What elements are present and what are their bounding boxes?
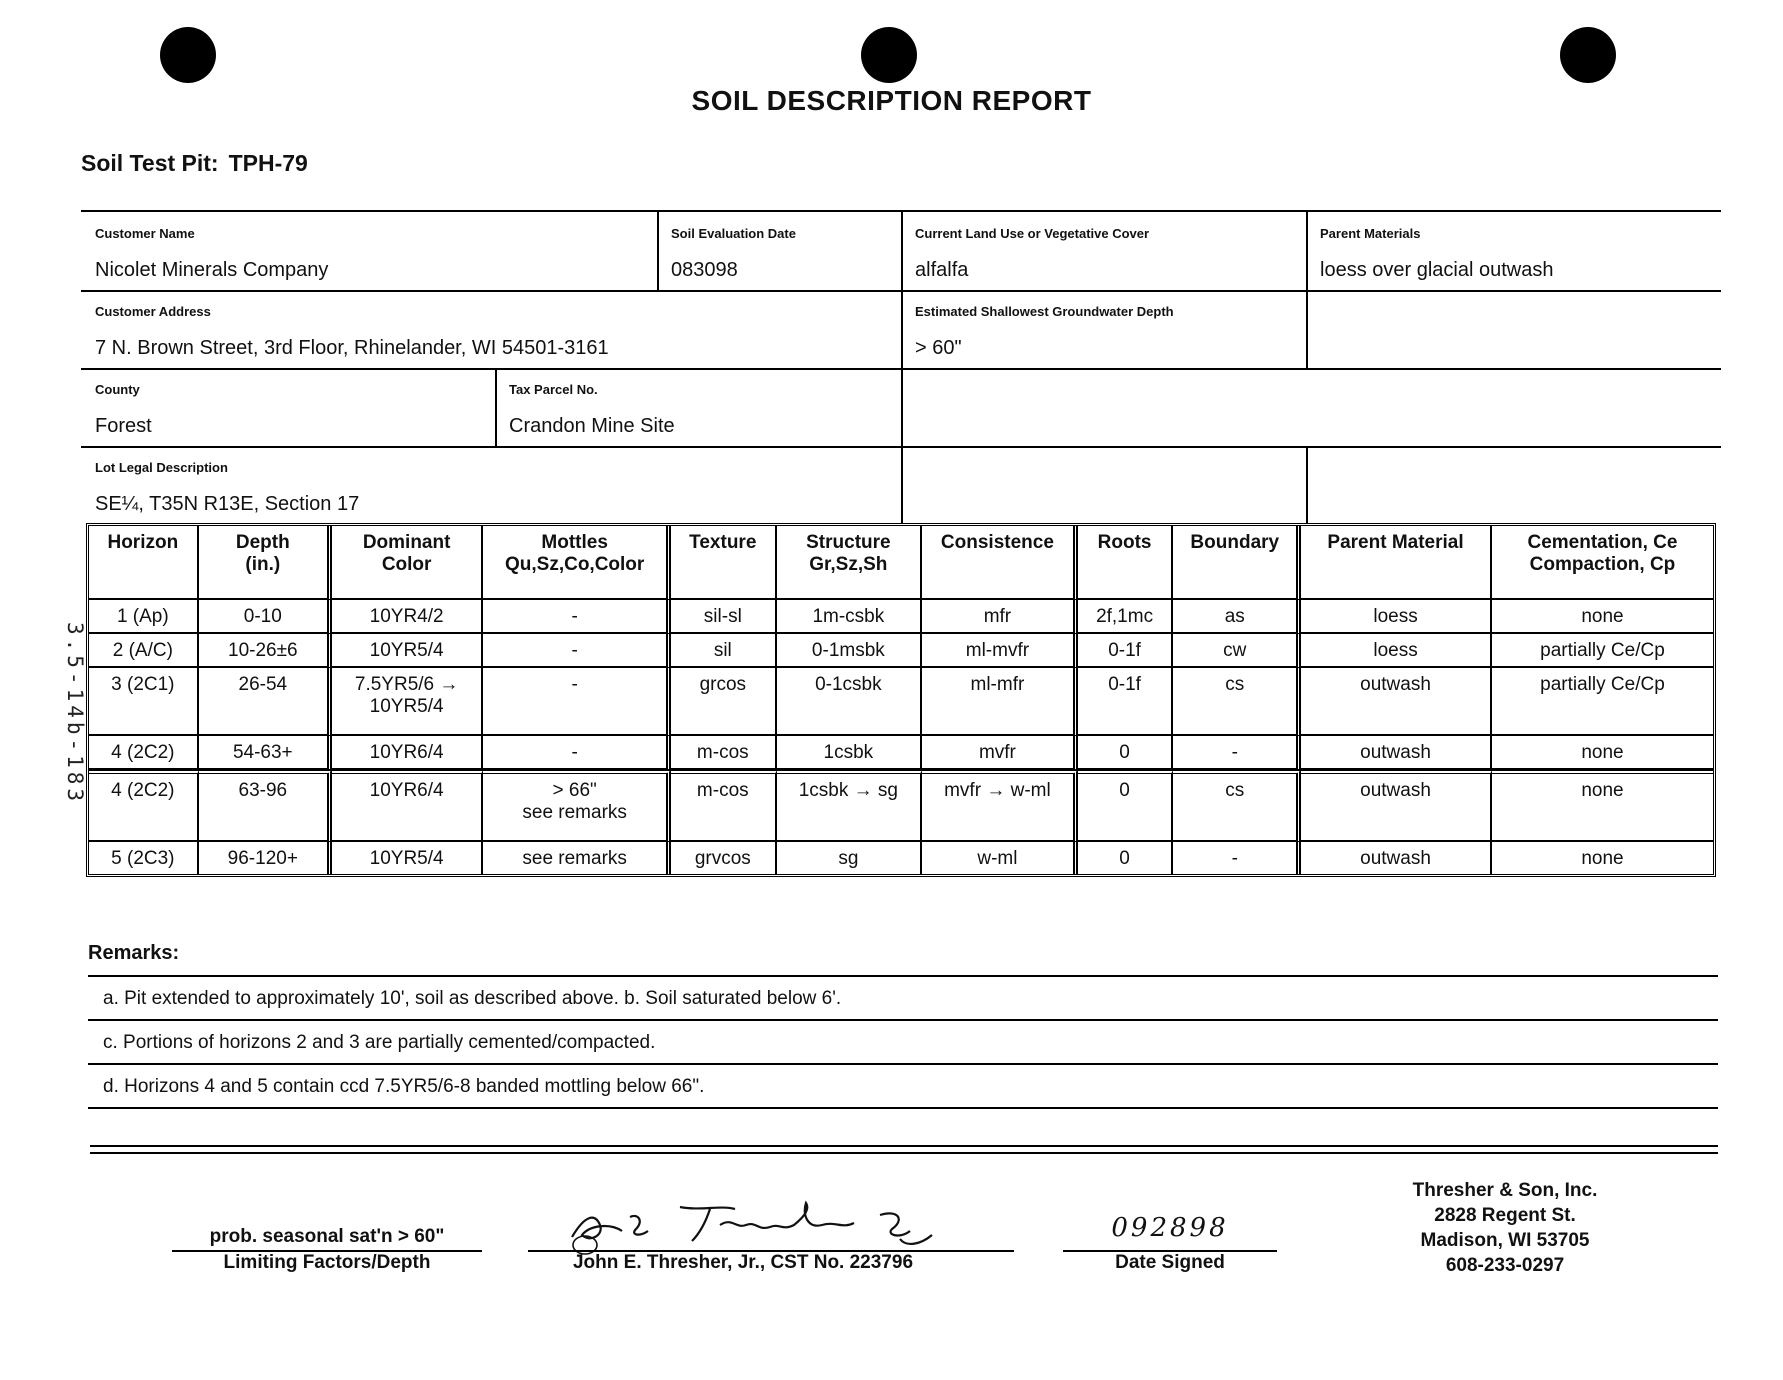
header-structure: Structure Gr,Sz,Sh [777,526,922,600]
company-city: Madison, WI 53705 [1420,1230,1590,1251]
cell-texture: grcos [671,668,777,736]
cell-mottles: - [483,634,671,668]
remark-line: c. Portions of horizons 2 and 3 are partially cemented/compacted. [103,1032,656,1053]
cell-texture: sil-sl [671,600,777,634]
county-field [81,368,495,446]
soil-test-pit-label: Soil Test Pit: [81,150,219,176]
tax-parcel-label: Tax Parcel No. [509,382,598,397]
cell-horizon: 3 (2C1) [89,668,199,736]
cell-roots: 0-1f [1078,634,1174,668]
cell-cement: partially Ce/Cp [1492,668,1713,736]
cell-depth: 0-10 [199,600,332,634]
cell-depth: 96-120+ [199,842,332,874]
table-row [89,842,1713,874]
tax-parcel-value: Crandon Mine Site [509,415,675,437]
cell-structure: 1csbk → sg [777,770,922,842]
header-roots: Roots [1078,526,1174,600]
cell-structure: 1m-csbk [777,600,922,634]
cell-texture: grvcos [671,842,777,874]
cell-roots: 0 [1078,842,1174,874]
cell-boundary: cs [1173,770,1301,842]
cell-texture: m-cos [671,736,777,770]
table-row [89,634,1713,668]
land-use-field [901,212,1306,290]
company-address [1360,1178,1650,1278]
customer-name-value: Nicolet Minerals Company [95,259,329,281]
header-mottles: Mottles Qu,Sz,Co,Color [483,526,671,600]
cell-mottles: - [483,600,671,634]
cell-horizon: 4 (2C2) [89,770,199,842]
header-cementation: Cementation, Ce Compaction, Cp [1492,526,1713,600]
document-reference-code: 3.5-14b-183 [63,622,87,806]
remarks-rule [88,1107,1718,1109]
cell-boundary: - [1173,842,1301,874]
customer-address-label: Customer Address [95,304,211,319]
county-label: County [95,382,140,397]
horizon-table [86,523,1716,877]
cell-parent: loess [1301,600,1492,634]
table-row [89,668,1713,736]
company-phone: 608-233-0297 [1445,1255,1565,1276]
table-row [89,770,1713,842]
cell-mottles: see remarks [483,842,671,874]
cell-consistence: mvfr [922,736,1078,770]
cell-parent: outwash [1301,668,1492,736]
cell-parent: outwash [1301,842,1492,874]
cell-color: 10YR6/4 [332,770,483,842]
cell-horizon: 5 (2C3) [89,842,199,874]
cell-depth: 54-63+ [199,736,332,770]
cell-consistence: mvfr → w-ml [922,770,1078,842]
page-title: SOIL DESCRIPTION REPORT [691,85,1092,116]
lot-legal-value: SE¼, T35N R13E, Section 17 [95,493,360,515]
groundwater-depth-label: Estimated Shallowest Groundwater Depth [915,304,1174,319]
cell-color: 10YR4/2 [332,600,483,634]
cell-cement: none [1581,848,1624,869]
groundwater-depth-value: > 60" [915,337,962,359]
customer-name-field [81,212,657,290]
cell-structure: sg [777,842,922,874]
soil-test-pit-value: TPH-79 [228,150,308,176]
cell-depth: 63-96 [199,770,332,842]
soil-test-pit [81,150,308,177]
cell-parent: outwash [1301,736,1492,770]
cell-cement: none [1492,600,1713,634]
remarks-rule [88,1063,1718,1065]
table-header-row [89,526,1713,600]
land-use-label: Current Land Use or Vegetative Cover [915,226,1150,241]
cell-mottles: - [483,668,671,736]
cell-cement: partially Ce/Cp [1492,634,1713,668]
remarks-rule [88,1019,1718,1021]
header-consistence: Consistence [922,526,1078,600]
tax-parcel-field [495,368,901,446]
cell-horizon: 4 (2C2) [89,736,199,770]
table-row [89,736,1713,770]
customer-address-value: 7 N. Brown Street, 3rd Floor, Rhinelander, WI 54501-3161 [95,337,609,359]
evaluation-date-value: 083098 [671,259,738,281]
parent-materials-field [1306,212,1721,290]
cell-mottles: > 66" see remarks [483,770,671,842]
lot-legal-label: Lot Legal Description [95,460,228,475]
cell-color: 10YR5/4 [332,634,483,668]
cell-roots: 0 [1078,770,1174,842]
cell-parent: loess [1301,634,1492,668]
header-dominant-color: Dominant Color [332,526,483,600]
handwritten-date: 092898 [1111,1213,1229,1243]
limiting-factor-value: prob. seasonal sat'n > 60" [209,1226,445,1247]
cell-depth: 26-54 [199,668,332,736]
cell-consistence: ml-mfr [922,668,1078,736]
cell-mottles: - [483,736,671,770]
cell-structure: 0-1msbk [777,634,922,668]
cell-boundary: cw [1173,634,1301,668]
table-row [89,600,1713,634]
cell-roots: 0-1f [1078,668,1174,736]
cell-cement: none [1492,770,1713,842]
cell-parent: outwash [1301,770,1492,842]
cell-consistence: ml-mvfr [922,634,1078,668]
parent-materials-label: Parent Materials [1320,226,1421,241]
remark-line: d. Horizons 4 and 5 contain ccd 7.5YR5/6-8 banded mottling below 66". [103,1076,705,1097]
cell-color: 10YR5/4 [332,842,483,874]
binder-hole [1560,27,1616,83]
cell-roots: 2f,1mc [1078,600,1174,634]
cell-structure: 0-1csbk [777,668,922,736]
company-name: Thresher & Son, Inc. [1412,1180,1598,1201]
header-depth: Depth (in.) [199,526,332,600]
lot-legal-field [81,446,901,524]
cell-consistence: mfr [922,600,1078,634]
header-horizon: Horizon [89,526,199,600]
site-info-grid [81,210,1721,524]
cell-cement: none [1492,736,1713,770]
company-street: 2828 Regent St. [1434,1205,1576,1226]
evaluation-date-label: Soil Evaluation Date [671,226,796,241]
cell-boundary: - [1173,736,1301,770]
county-value: Forest [95,415,152,437]
parent-materials-value: loess over glacial outwash [1320,259,1554,281]
remarks-title: Remarks: [88,942,180,964]
binder-hole [160,27,216,83]
customer-address-field [81,290,901,368]
header-parent-material: Parent Material [1301,526,1492,600]
remark-line: a. Pit extended to approximately 10', soil as described above. b. Soil saturated below 6'. [103,988,842,1009]
cell-horizon: 1 (Ap) [89,600,199,634]
cell-depth: 10-26±6 [199,634,332,668]
cell-color: 7.5YR5/6 → 10YR5/4 [332,668,483,736]
cell-consistence: w-ml [922,842,1078,874]
cell-texture: m-cos [671,770,777,842]
cell-color: 10YR6/4 [332,736,483,770]
customer-name-label: Customer Name [95,226,195,241]
evaluation-date-field [657,212,901,290]
cell-boundary: as [1173,600,1301,634]
groundwater-depth-field [901,290,1306,368]
cell-horizon: 2 (A/C) [89,634,199,668]
binder-hole [861,27,917,83]
remarks-rule [88,975,1718,977]
header-texture: Texture [671,526,777,600]
handwritten-signature [560,1195,960,1255]
cell-texture: sil [671,634,777,668]
date-signed-caption: Date Signed [1115,1252,1225,1273]
cell-roots: 0 [1078,736,1174,770]
cell-structure: 1csbk [777,736,922,770]
section-divider [90,1145,1718,1154]
limiting-factor-caption: Limiting Factors/Depth [223,1252,431,1273]
header-boundary: Boundary [1173,526,1301,600]
signer-caption: John E. Thresher, Jr., CST No. 223796 [572,1252,914,1273]
cell-boundary: cs [1173,668,1301,736]
land-use-value: alfalfa [915,259,969,281]
